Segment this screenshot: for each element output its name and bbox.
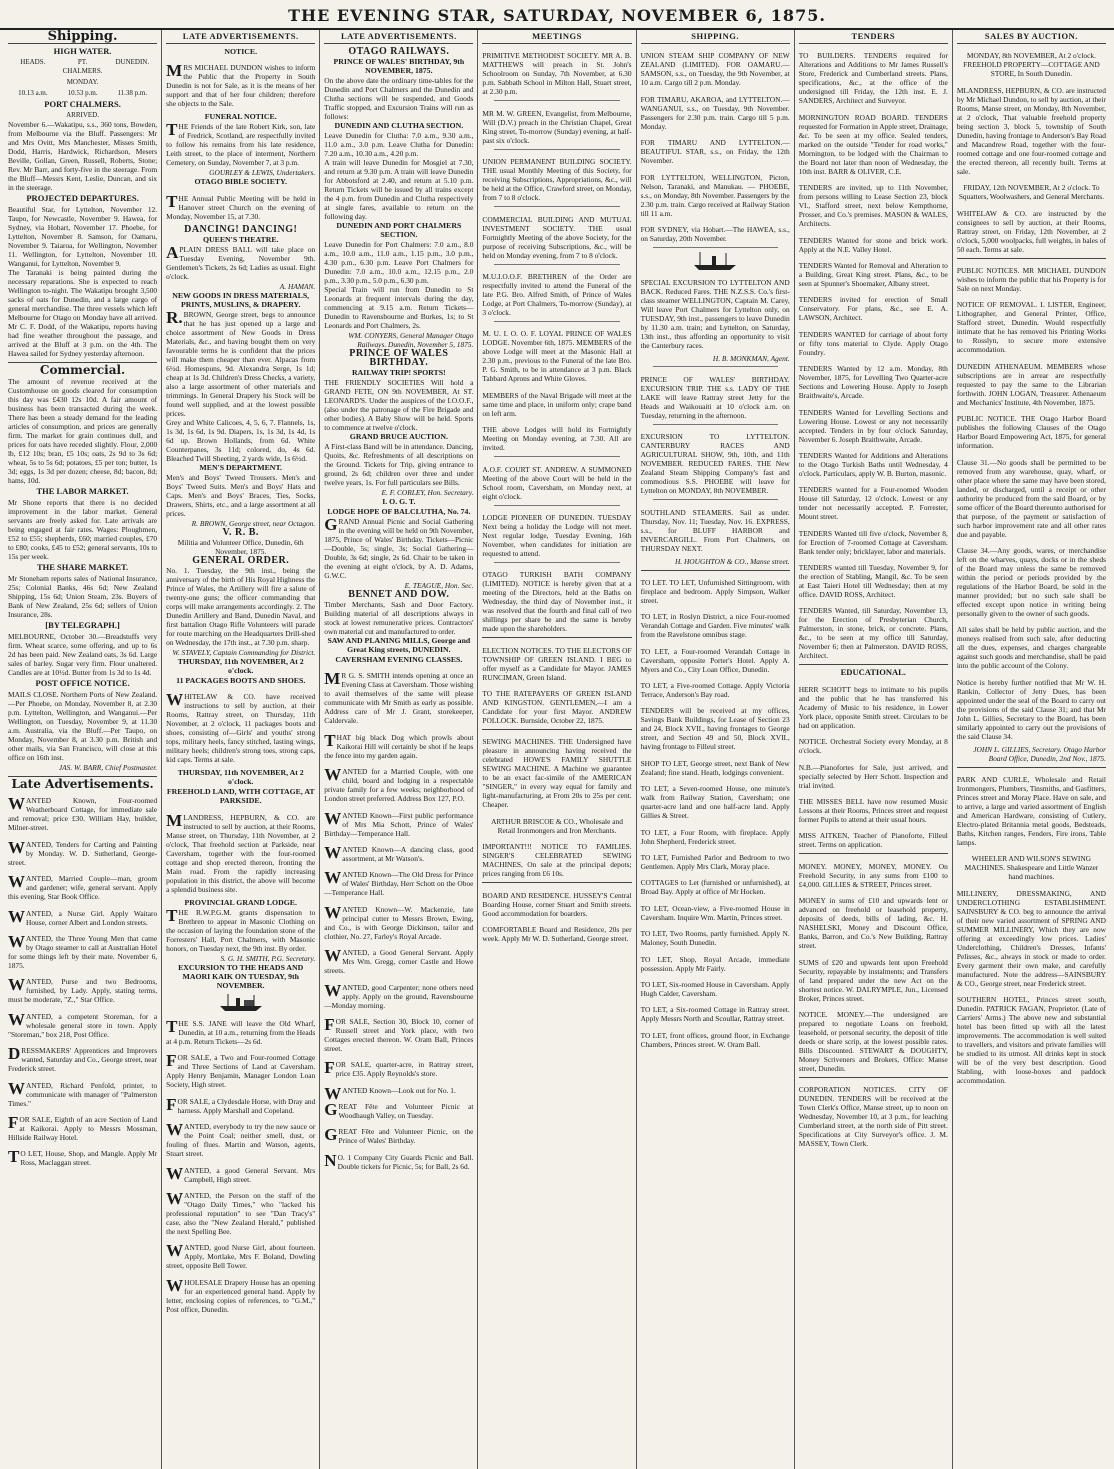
meetings-heading: MEETINGS [482,32,631,44]
thursday-auction-head: THURSDAY, 11th NOVEMBER, At 2 o'clock. [177,656,304,675]
grand-lodge-sign: S. G. H. SMITH, P.G. Secretary. [220,953,316,963]
late-ads-heading: LATE ADVERTISEMENTS. [166,32,315,44]
classified-ad: FOR SALE, Section 30, Block 10, corner of Russell street and York place, with two Cottages erected thereon. W. Oram Ball, Princes street. [324,1014,474,1053]
telegraph-head: [BY TELEGRAPH.] [45,620,120,630]
tender-ad: TENDERS Wanted for Removal and Alteration to a Building, Great King street. Plans, &c., to be seen at Spunner's Shoemaker, Albany street. [798,260,948,288]
steamship-icon [690,251,740,271]
trade-ad: MILLINERY, DRESSMAKING, AND UNDERCLOTHING ESTABLISHMENT. SAINSBURY & CO. beg to announce the arrival of their new varied assortment of SPRING AND SUMMER MILLINERY, Which they are now offering at exceedingly low prices. Ladies' Underclothing, Children's Dresses, Infants' Pelisses, &c., always in stock or made to order. Every garment their own make, and carefully manufactured. Note the address—SAINSBURY & CO., George street, near Frederick street. [956,888,1106,988]
divider [494,149,619,150]
queens-theatre: QUEEN'S THEATRE. [202,234,279,244]
classified-ad: WHOLESALE Drapery House has an opening for an experienced general hand. Apply by letter, enclosing copies of references, to "G.M.," Post office, Dunedin. [166,1275,316,1314]
classified-ad: THAT big black Dog which prowls about Kaikorai Hill will certainly be shot if he leaps the fence into my garden again. [324,730,474,760]
port-chalmers-section-head: DUNEDIN AND PORT CHALMERS SECTION. [336,221,462,239]
grand-lodge-text: THE R.W.P.G.M. grants dispensation to Brethren to appear in Masonic Clothing on the occasion of laying the foundation stone of the Forresters' Hall, Port Chalmers, with Masonic honors, on Tuesday next, the 9th inst. By order. [166,905,316,953]
tender-ad: TENDERS wanted for a Four-roomed Wooden House till Saturday, 12 o'clock. Lowest or any tender not necessarily accepted. P. Forrester, Mount street. [798,485,948,522]
arrived-port-head: PORT CHALMERS. [44,99,121,109]
classified-ad: WANTED for a Married Couple, with one child, board and lodging in a respectable private family for a few weeks; neighborhood of London street preferred. Address Box 127, P.O. [324,765,474,804]
tide-value-ptchalmers: 10.53 p.m. [67,89,98,97]
column-late-ads-1 [162,30,320,1469]
shipping-agent-sign: H. B. MONKMAN, Agent. [712,354,790,364]
shipping-agent-sign: H. HOUGHTON & CO., Manse street. [674,556,790,566]
column-shipping-ads [637,30,795,1469]
otago-railways-head: OTAGO RAILWAYS. [348,46,450,57]
money-ad: NOTICE. MONEY.—The undersigned are prepared to negotiate Loans on freehold, leasehold, or personal security, the deposit of title deeds or share scrip, at the lowest possible rates. Bills Discounted. STEWART & DOUGHTY, Money Scriveners and Brokers, Office: Manse street, Dunedin. [798,1009,948,1073]
mens-department-text: Men's and Boys' Tweed Trousers. Men's and Boys' Tweed Suits. Men's and Boys' Hats and Caps. Men's and Boys' Braces, Ties, Socks, Drawers, Shirts, etc., and a large assortment at all prices. [166,472,316,518]
general-order-sign: W. STAVELY, Captain Commanding for District. [172,647,316,657]
divider [494,562,619,563]
shipping-ad: FOR SYDNEY, via Hobart.—The HAWEA, s.s., on Saturday, 20th November. [640,224,790,243]
classified-ad: WANTED, good Nurse Girl, about fourteen. Apply, Mortlake, Mrs F. Boland, Dowling street, opposite Bell Tower. [166,1241,316,1271]
shipping-ad: PRINCE OF WALES' BIRTHDAY. EXCURSION TRIP. THE s.s. LADY OF THE LAKE will leave Rattray street Jetty for the Heads and Waikouaiti at 10 o'clock a.m. on Tuesday, returning in the afternoon. [640,374,790,420]
prince-birthday-head: PRINCE OF WALES BIRTHDAY. [349,348,449,368]
meeting-ad: MR M. W. GREEN, Evangelist, from Melbourne, Will (D.V.) preach in the Christian Chapel, Great King street, To-morrow (Sunday) evening, at half-past six o'clock. [482,108,632,145]
militia-office: Militia and Volunteer Office, Dunedin, 6th November, 1875. [177,537,304,556]
to-let-ad: TO LET, in Roslyn District, a nice Four-roomed Verandah Cottage and Garden. Five minutes' walk from the Ravelstone omnibus stage. [640,612,790,640]
dress-materials-list: Grey and White Calicoes, 4, 5, 6, 7. Flannels, 1s, 1s 3d, 1s 6d, 1s 9d. Diapers, 1s, 1s 3d, 1s 4d, 1s 6d up. Brown Hollands, from 6d. White Counterpanes, 3s 11d; colored, do, 4s 6d. Bleached Twill Sheeting, 2 yards wide, 1s 6½d. [166,417,316,463]
education-ad: THE MISSES BELL have now resumed Music Lessons at their Rooms, Princes street and request former Pupils to attend at their usual hours. [798,797,948,825]
to-let-ad: TO LET, Furnished Parlor and Bedroom to two Gentlemen. Apply Mrs Clark, Moray place. [640,853,790,872]
tide-value-heads: 10.13 a.m. [18,89,48,97]
boots-shoes-text: WHITELAW & CO. have received instructions to sell by auction, at their Rooms, Rattray street, on Thursday, 11th November, at 2 o'clock, 11 packages boots and shoes, consisting of—Girls' and youths' strong tops, military heels, fancy stitched, lasting wings, military heels; children's strong toes, strong caps, kid caps. Terms at sale. [166,690,316,765]
bible-society-head: OTAGO BIBLE SOCIETY. [194,177,287,187]
freehold-auction-head: THURSDAY, 11th NOVEMBER, At 2 o'clock. [177,768,304,787]
high-water-title: HIGH WATER. [53,46,112,56]
late-ad: TO LET, House, Shop, and Mangle. Apply Mr Ross, Maclaggan street. [8,1147,158,1168]
to-let-ad: TO LET, front offices, ground floor, in Exchange Chambers, Princes street. W. Oram Ball. [640,1030,790,1049]
shipping-ads-heading: SHIPPING. [641,32,790,44]
meeting-ad: M. U. I. O. O. F. LOYAL PRINCE OF WALES LODGE. November 6th, 1875. MEMBERS of the above Lodge will meet at the Masonic Hall at 2.30 p.m., previous to the Funeral of the late Bro. P. G. Smith, to be in attendance at 3 p.m. Black Tabbard Aprons and White Gloves. [482,329,632,384]
iogt-picnic-text: GRAND Annual Picnic and Social Gathering in the evening will be held on 9th November, 1875, Prince of Wales' Birthday. Tickets—Picnic—Double, 5s; single, 3s; Social Gathering—Double, 3s 6d; single, 2s 6d. Chair to be taken in the evening at eight o'clock, by A. D. Adams, G.W.C. [324,515,474,580]
labour-market-head: THE LABOR MARKET. [36,486,129,496]
late-ads-heading: LATE ADVERTISEMENTS. [324,32,473,44]
divider [494,206,619,207]
bruce-auction-text: A First-class Band will be in attendance. Dancing, Quoits, &c. Refreshments of all descriptions on the Ground. Tickets for Trip, giving entrance to ground, 2s 6d; children over three and under twelve years, 1s. For full particulars see Bills. [324,442,474,487]
freehold-parkside-head: FREEHOLD LAND, WITH COTTAGE, AT PARKSIDE. [166,787,315,806]
to-let-ad: TO LET, Shop, Royal Arcade, immediate possession. Apply Mr Fairly. [640,954,790,973]
to-let-ad: SHOP TO LET, George street, next Bank of New Zealand; fine stand. Heath, lodgings convenient. [640,758,790,777]
mens-department-sign: R. BROWN, George street, near Octagon. [191,518,316,528]
late-ad: WANTED, a Nurse Girl. Apply Waitaro House, corner Albert and London streets. [8,906,158,927]
to-let-ad: TO LET, a Seven-roomed House, one minute's walk from Railway Station, Caversham; one quarter-acre land and one half-acre land. Apply Gillies & Street. [640,784,790,821]
classified-ad: WANTED, a Good General Servant. Apply Mrs Wm. Gregg, corner Castle and Howe streets. [324,946,474,976]
excursion-heads-text: THE S.S. JANE will leave the Old Wharf, Dunedin, at 10 a.m., returning from the Heads at 4 p.m. Return Tickets—2s 6d. [166,1016,316,1046]
classified-ad: NO. 1 Company City Guards Picnic and Ball. Double tickets for Picnic, 5s; for Ball, 2s 6d. [324,1150,474,1171]
grand-fete-text: THE FRIENDLY SOCIETIES Will hold a GRAND FETE, ON 9th NOVEMBER, At ST. LEONARD'S. Under the auspices of the I.O.O.F., (also under the patronage of the Fire Brigade and other bodies). A Baby Show will be held. Sports to commence at twelve o'clock. [324,378,474,432]
briscoe-ad: ARTHUR BRISCOE & CO., Wholesale and Retail Ironmongers and Iron Merchants. [491,816,623,835]
column-meetings [478,30,636,1469]
divider [957,258,1106,259]
tender-ad: TENDERS Wanted for Levelling Sections and Lowering House. Lowest or any not necessarily accepted. Tenders in by four o'clock Saturday, November 6. Joseph Braithwaite, Arcade. [798,407,948,444]
trade-ad: WHEELER AND WILSON'S SEWING MACHINES. Shakespeare and Little Wanzer hand machines. [964,854,1099,882]
divider [494,100,619,101]
lodge-hope-head: LODGE HOPE OF BALCLUTHA, No. 74. [327,507,471,516]
corporation-notice: CORPORATION NOTICES. CITY OF DUNEDIN. TENDERS will be received at the Town Clerk's Office, Manse street, up to noon on Wednesday, November 10, at 3 p.m., for leaching Cumberland street, at the north side of Pitt street. Specifications at City Surveyor's office. J. M. MASSEY, Town Clerk. [798,1085,948,1149]
classified-ad: WANTED Known—A dancing class, good assortment, at Mr Watson's. [324,842,474,863]
mens-department-head: MEN'S DEPARTMENT. [199,462,283,472]
late-ad: DRESSMAKERS' Apprentices and Improvers wanted, Saturday and Co., George street, near Frederick street. [8,1044,158,1074]
evening-classes-text: MR G. S. SMITH intends opening at once an Evening Class at Caversham. Those wishing to avail themselves of the same will please communicate with Mr Smith as early as possible. Address care of Mr J. Grant, storekeeper, Caldervale. [324,669,474,726]
divider [799,664,948,665]
tide-values [8,89,157,98]
auction-ad: WHITELAW & CO. are instructed by the consignees to sell by auction, at their Rooms, Rattray street, on Friday, 12th November, at 2 o'clock, 5,000 woolpacks, full weights, in bales of 50 each. Terms at sale. [956,208,1106,254]
late-ad: WANTED Known, Four-roomed Weatherboard Cottage, for immediate sale and removal; price £30. William Hay, builder, Milner-street. [8,794,158,833]
classified-ad: WANTED Known—W. Mackenzie, late principal cutter to Messrs Brown, Ewing, and Co., is with George Dickinson, tailor and clothier, No. 27, Farley's Royal Arcade. [324,902,474,941]
divider [494,264,619,265]
divider [482,637,631,638]
bennet-dow-head: BENNET AND DOW. [348,589,450,600]
board-residence-ad: BOARD AND RESIDENCE. HUSSEY'S Central Boarding House, corner Stuart and Smith streets. Good accommodation for boarders. [482,890,632,918]
tender-ad: TENDERS Wanted for stone and brick work. Apply at the N.E. Valley Hotel. [798,235,948,254]
divider [653,366,778,367]
general-order-head: GENERAL ORDER. [192,554,290,566]
tender-ad: MORNINGTON ROAD BOARD. TENDERS requested for Formation in Apple street, Drainage, &c. To be seen at my office. Sealed tenders, marked on the outside "Tender for road works," Mornington, to be lodged with the Chairman to the Board not later than noon of Wednesday, the 10th inst. BARR & OLIVER, C.E. [798,112,948,176]
money-ad: SUMS of £20 and upwards lent upon Freehold Security, repayable by instalments; and Transfers of land prepared under the new Act on the shortest notice. W. DALRYMPLE, Jun., Licensed Broker, Princes street. [798,957,948,1003]
tender-ad: TENDERS Wanted till five o'clock, November 8, for Erection of 7-roomed Cottage at Caversham. Bank tender only; bricklayer, labor and materials. [798,528,948,556]
auction-ad: FRIDAY, 12th NOVEMBER, At 2 o'clock. To Squatters, Woolwashers, and General Merchants. [958,183,1105,202]
shipping-heading: Shipping. [8,32,157,44]
late-ad: WANTED, Purse and two Bedrooms, furnished, by Lady. Apply, stating terms, must be moderate, "Z.," Star Office. [8,975,158,1005]
divider [494,456,619,457]
shipping-ad: SOUTHLAND STEAMERS. Sail as under. Thursday, Nov. 11; Tuesday, Nov. 16. EXPRESS, s.s., for BLUFF HARBOR and INVERCARGILL. From Port Chalmers, on THURSDAY NEXT. [640,507,790,553]
late-ad: WANTED, Richard Penfold, printer, to communicate with manager of "Palmerston Times." [8,1078,158,1108]
to-let-ad: TO LET, a Four-roomed Verandah Cottage in Caversham, opposite Porter's Hotel. Apply A. Myers and Co., City Loan Office, Dunedin. [640,646,790,674]
to-let-ad: TO LET, Two Rooms, partly furnished. Apply N. Maloney, South Dunedin. [640,929,790,948]
excursion-heads-head: EXCURSION TO THE HEADS AND MAORI KAIK ON TUESDAY, 9th NOVEMBER. [178,962,304,990]
column-shipping [4,30,162,1469]
funeral-notice-head: FUNERAL NOTICE. [204,112,277,122]
education-ad: NOTICE. Orchestral Society every Monday, at 8 o'clock. [798,737,948,756]
meeting-ad: M.U.I.O.O.F. BRETHREN of the Order are respectfully invited to attend the Funeral of the late P.G. Bro. Alfred Smith, of Prince of Wales Lodge, at Port Chalmers, To-morrow (Sunday), at 3 o'clock. [482,271,632,317]
general-order-text: No. 1. Tuesday, the 9th inst., being the anniversary of the birth of His Royal Highness the Prince of Wales, the Artillery will fire a salute of twenty-one guns; the officer commanding that corps will make arrangements accordingly. 2. The Dunedin Artillery and Band, Dunedin Naval, and first battalion Otago Rifle Volunteers will parade for route marching on the Headquarters Drill-shed on Wednesday, the 17th inst., at 7.30 p.m. sharp. [166,565,316,647]
harbor-clause: Clause 34.—Any goods, wares, or merchandise left on the wharves, quays, docks or in the sheds of the Board may unless the same be removed within the period or periods provided by the regulations of the Harbor Board, be sold in the manner provided; but no such sale shall be effected except upon notice in writing being personally given to the owner of such goods. [956,545,1106,618]
clutha-section-head: DUNEDIN AND CLUTHA SECTION. [334,121,464,130]
port-chalmers-times: Leave Dunedin for Port Chalmers: 7.0 a.m., 8.0 a.m., 10.0 a.m., 11.0 a.m., 1.15 p.m., 3.0 p.m., 4.30 p.m., 6.30 p.m. Leave Port Chalmers for Dunedin: 7.0 a.m., 10.0 a.m., 12.15 p.m., 2.0 p.m., 3.30 p.m., 5.0 p.m., 6.30 p.m. [324,240,474,285]
divider [957,767,1106,768]
to-let-ad: COTTAGES to Let (furnished or unfurnished), at Broad Bay. Apply at office of Mr Hocken. [640,878,790,897]
boots-shoes-head: 11 PACKAGES BOOTS AND SHOES. [176,675,306,685]
divider [641,570,790,571]
railways-text-3: Special Train will run from Dunedin to St Leonards at frequent intervals during the day, commencing at 9.15 a.m. Return Tickets—Dunedin to Ravensbourne and Burkes, 1s; to St Leonards and Port Chalmers, 2s. [324,285,474,330]
to-let-ad: TO LET, a Five-roomed Cottage. Apply Victoria Terrace, Anderson's Bay road. [640,681,790,700]
auctions-heading: SALES BY AUCTION. [957,32,1106,44]
education-ad: HERR SCHOTT begs to intimate to his pupils and the public that he has transferred his Academy of Music to his residence, in Lower York place, opposite Smith street. Circulars to be had on application. [798,684,948,730]
iogt-sign: E. TEAGUE, Hon. Sec. [404,581,474,590]
meeting-ad: MEMBERS of the Naval Brigade will meet at the same time and place, in uniform only; crape band on left arm. [482,390,632,418]
money-ad: MONEY. MONEY, MONEY, MONEY. On Freehold Security, in any sums from £100 to £4,000. GILLIES & STREET, Princes street. [798,861,948,889]
classified-ad: WANTED, a good General Servant. Mrs Campbell, High street. [166,1163,316,1184]
notice-head: NOTICE. [224,47,258,56]
freehold-parkside-text: MLANDRESS, HEPBURN, & CO. are instructed to sell by auction, at their Rooms, Manse street, on Thursday, 11th November, at 2 o'clock, That freehold section at Parkside, near Caversham, together with the four-roomed cottage and shop erected thereon, fronting the Main road. From the rapidly increasing population in this district, the above will become a splendid business site. [166,810,316,894]
education-ad: N.B.—Pianofortes for Sale, just arrived, and specially selected by Herr Schott. Inspection and trial invited. [798,762,948,790]
railways-text-2: A train will leave Dunedin for Mosgiel at 7.30, and return at 9.30 p.m. A train will leave Dunedin for Abbotsford at 2.40, and return at 5.10 p.m. Return Tickets will be issued by all trains except the 4 p.m. from Dunedin and Clutha respectively at single fares, available to return on the following day. [324,158,474,221]
tender-ad: TENDERS invited for erection of Small Conservatory. For plans, &c., see E. A. LAWSON, Architect. [798,295,948,323]
meeting-ad: PRIMITIVE METHODIST SOCIETY. MR A. B. MATTHEWS will preach in St. John's Schoolroom on Sunday, 7th November, at 6.30 p.m. Sabbath School in Milton Hall, Stuart street, at 2.30 p.m. [482,51,632,97]
tide-col-heads: HEADS. [20,58,46,66]
classified-ad: GREAT Fête and Volunteer Picnic, on the Prince of Wales' Birthday. [324,1125,474,1146]
tide-col-dunedin: DUNEDIN. [115,58,150,66]
tide-col-ptchalmers: PT. CHALMERS. [62,58,103,75]
grand-lodge-head: PROVINCIAL GRAND LODGE. [184,897,297,907]
educational-heading: EDUCATIONAL. [840,667,906,678]
shipping-ad: EXCURSION TO LYTTELTON. CANTERBURY RACES AND AGRICULTURAL SHOW, 9th, 10th, and 11th NOVEMBER. REDUCED FARES. THE New Zealand Steam Shipping Company's fast and commodious S.S. PHOEBE will leave for Lyttelton on MONDAY, 8th NOVEMBER. [640,432,790,496]
education-ad: MISS AITKEN, Teacher of Pianoforte, Filleul street. Terms on application. [798,831,948,850]
classified-ad: WANTED, the Person on the staff of the "Otago Daily Times," who "lacked his professional reputation" to see "Dan Tracy's" case, also the "New Zealand Herald," published the next Spelling Bee. [166,1188,316,1236]
newspaper-title: THE EVENING STAR, SATURDAY, NOVEMBER 6, 1875. [288,6,826,25]
classified-ad: FOR SALE, a Clydesdale Horse, with Dray and harness. Apply Marshall and Copeland. [166,1094,316,1115]
funeral-notice-text: THE Friends of the late Robert Kirk, son, late of Fredrick, Scotland, are respectfully invited to follow his remains from his late residence, Leith street, to the place of interment, Northern Cemetery, on Sunday, November 7, at 3 p.m. [166,120,316,168]
late-ad: FOR SALE, Eighth of an acre Section of Land at Kaikorai. Apply to Messrs Mossman, Hillside Railway Hotel. [8,1112,158,1142]
railways-sign: WM. CONYERS, General Manager Otago Railways. Dunedin, November 5, 1875. [348,331,474,349]
late-ad: WANTED, the Three Young Men that came by Otago steamer to call at Australian Hotel for some things left by their mate. November 6, 1875. [8,931,158,970]
sewing-machine-ad: SEWING MACHINES. THE Undersigned have pleasure in announcing having received the celebrated HOWE'S FAMILY SHUTTLE SEWING MACHINE. A Machine we guarantee to be an exact fac-simile of the AMERICAN "SINGER," in every way equal for family and light-manufacturing, at From 20s to 25s per cent. Cheaper. [482,737,632,810]
tender-ad: TENDERS wanted till Tuesday, November 9, for the erection of Stabling, Mangil, &c. To be seen at East Taieri Hotel till Wednesday; then at my office. DAVID ROSS, Architect. [798,563,948,600]
divider [494,505,619,506]
late-ad: WANTED, a competent Storeman, for a wholesale general store in town. Apply "Storeman," box 218, Post Office. [8,1009,158,1039]
shipping-ad: FOR LYTTELTON, WELLINGTON, Picton, Nelson, Taranaki, and Manukau. — PHOEBE, s.s., on Monday, 8th November. Passengers by the 2.30 p.m. train. Cargo received at Railway Station till 11 a.m. [640,172,790,218]
commercial-text: The amount of revenue received at the Customhouse on goods cleared for consumption this day was £430 12s 10d. A fair amount of business has been transacted during the week. There has been a steady demand for the leading articles of consumption, and prices are generally firm. The market for grain continues dull, and prices for oats have receded slightly. Flour, 2,000 lb, £12 10s; bran, £5 10s; oats, 2s 9d to 3s 6d; wheat, 5s to 5s 6d; potatoes, £5 per ton; butter, 1s 3d; eggs, 1s 3d per dozen; cheese, 8d; bacon, 8d; hams, 10d. [8,377,158,485]
dancing-head: DANCING! DANCING! [184,223,298,235]
divider [482,882,631,883]
telegraph-text: MELBOURNE, October 30.—Breadstuffs very firm. Wheat scarce, some offering, and up to 6s 2d has been paid. New Zealand oats, 3s 6d. Large sales of barley. Sugar very firm. Flour unaltered. Candles are at 10½d. Butter from 1s 3d to 1s 4d. [8,632,158,677]
to-let-ad: TO LET, Six-roomed House in Caversham. Apply Hugh Calder, Caversham. [640,979,790,998]
railways-text: On the above date the ordinary time-tables for the Dunedin and Port Chalmers and the Dunedin and Clutha sections will be suspended, and Goods Traffic stopped, and Excursion Trains will run as follows: [324,76,474,121]
divider [799,853,948,854]
harbor-clause: Clause 31.—No goods shall be permitted to be removed from any warehouse, quay, wharf, or other place where the same may have been stored, landed, or discharged, until a receipt or other authority be produced from the said Board, or by some officer of the Board thereunto authorised for that purpose, of the payment or satisfaction of such harbor improvement rate and all other rates due and payable. [956,457,1106,539]
auction-ad: MLANDRESS, HEPBURN, & CO. are instructed by Mr Michael Dundon, to sell by auction, at their Rooms, Manse street, on Monday, 8th November, at 2 o'clock, That valuable freehold property being section 3, block 5, township of South Dunedin, having frontage to Anderson's Bay Road and Macandrew Road, together with the four-roomed cottage and one four-roomed cottage and the erected thereon, all recently built. Terms at sale. [956,85,1106,176]
divider [653,247,778,248]
shipping-ad: UNION STEAM SHIP COMPANY OF NEW ZEALAND (LIMITED). FOR OAMARU.—SAMSON, s.s., on Tuesday, the 9th November, at 10 a.m. Cargo till 2 p.m. Monday. [640,51,790,88]
divider [653,424,778,425]
share-market-text: Mr Stoneham reports sales of National Insurance, 25s; Colonial Banks, 46s 6d; New Zealand Shipping, 15s 6d; Union Steam, 23s. Buyers of Bank of New Zealand, 25s 6d; sellers of Union Insurance, 28s. [8,574,158,619]
shipping-ad: SPECIAL EXCURSION TO LYTTELTON AND BACK. Reduced Fares. THE N.Z.S.S. Co.'s first-class steamer WELLINGTON, Captain M. Carey, Will leave Port Chalmers for Lyttelton only, on TUESDAY, 9th inst., passengers to leave Dunedin by 11.30 a.m. train; and Lyttelton, on Saturday, 13th inst., thus affording an opportunity to visit the Canterbury races. [640,278,790,351]
to-let-ad: TENDERS will be received at my offices, Savings Bank Buildings, for Lease of Section 23 and 24, Block XVII., having frontages to George street, and Section 49 and 50, Block XVII., having frontage to Filleul street. [640,706,790,752]
shipping-ad: FOR TIMARU AND LYTTELTON.—BEAUTIFUL STAR, s.s., on Friday, the 12th November. [640,138,790,166]
shipping-ad: FOR TIMARU, AKAROA, and LYTTELTON.—WANGANUI, s.s., on Tuesday, 9th November. Passengers for 2.30 p.m. train. Cargo till 5 p.m. Monday. [640,94,790,131]
share-market-head: THE SHARE MARKET. [36,562,129,572]
singer-ad: IMPORTANT!!! NOTICE TO FAMILIES. SINGER'S CELEBRATED SEWING MACHINES, On sale at the principal depots; prices ranging from £6 10s. [482,842,632,879]
late-ad: WANTED, Married Couple—man, groom and gardener; wife, general servant. Apply this evening, Star Book Office. [8,872,158,902]
classified-ad: FOR SALE, a Two and Four-roomed Cottage and Three Sections of Land at Caversham. Apply Henry Benjamin, Manager London Loan Society, High street. [166,1051,316,1090]
vr-crest: V. R. B. [222,526,259,538]
election-ad: ELECTION NOTICES. TO THE ELECTORS OF TOWNSHIP OF GREEN ISLAND. I BEG to offer myself as a Candidate for Mayor. JAMES RUNCIMAN, Green Island. [482,645,632,682]
tender-ad: TO BUILDERS. TENDERS required for Alterations and Additions to Mr James Russell's Store, Frederick and Cumberland streets. Plans, specifications, &c., at the office of the undersigned till Friday, the 12th inst. E. J. SANDERS, Architect and Surveyor. [798,51,948,106]
classified-ad: WANTED Known—First public performance of Mrs Mia Schott, Prince of Wales' Birthday—Temperance Hall. [324,808,474,838]
column-auctions [953,30,1110,1469]
classified-ad: GREAT Fête and Volunteer Picnic at Woodhaugh Valley, on Tuesday. [324,1100,474,1121]
fete-sign: E. F. CORLEY, Hon. Secretary. [381,488,474,497]
board-residence-ad: COMFORTABLE Board and Residence, 20s per week. Apply Mr W. D. Sutherland, George street. [482,925,632,944]
commercial-heading: Commercial. [39,363,126,377]
divider [653,499,778,500]
projected-departures-head: PROJECTED DEPARTURES. [26,193,139,203]
funeral-sign: GOURLEY & LEWIS, Undertakers. [209,168,316,178]
labour-market-text: Mr Shone reports that there is no decided improvement in the labor market. General servants are freely asked for. Late arrivals are being engaged at fair rates. Wages: Ploughmen, £52 to £55; shepherds, £60; married couples, £70 to £80; cooks, £45 to £52; general servants, 10s to 15s per week. [8,498,158,561]
harbor-clause: Notice is hereby further notified that Mr W. H. Rankin, Collector of Jetty Dues, has been appointed under the seal of the Board to carry out the provisions of the said Clause 31; and that Mr John L. Gillies, Secretary to the Board, has been similarly appointed to carry out the provisions of the said Clause 34. [956,677,1106,741]
dress-materials-text: R.BROWN, George street, begs to announce that he has just opened up a large and choice assortment of New Goods in Dress Materials, &c., and having bought them on very favourable terms he is confident that the prices will make them cheaper than ever. Alpacas from 6½d. Homespuns, 9d. Alexandra Serge, 1s 1d; cheap at 1s 3d. Children's Dress Checks, a variety, also a large assortment of other materials and trimmings. In General Drapery his Stock will be found well supplied, and at the lowest possible prices. [166,307,316,418]
tide-table [8,58,157,76]
public-notice: NOTICE OF REMOVAL. L LISTER, Engineer, Lithographer, and General Printer, Office, Stafford street, Dunedin. Would respectfully intimate that he has removed his Printing Works to Rosslyn, to secure more extensive accommodation. [956,300,1106,355]
tenders-heading: TENDERS [799,32,948,44]
clutha-times: Leave Dunedin for Clutha: 7.0 a.m., 9.30 a.m., 11.0 a.m., 3.0 p.m. Leave Clutha for Dunedin: 7.20 a.m., 10.30 a.m., 4.20 p.m. [324,131,474,158]
evening-classes-head: CAVERSHAM EVENING CLASSES. [335,655,463,664]
projected-departures-text: Beautiful Star, for Lyttelton, November 12. Taupo, for Newcastle, November 9. Hawea, for Sydney, via Hobart, November 17. Phoebe, for Lyttelton, November 8. Samson, for Oamaru, November 9. Taiaroa, for Wellington, November 11. Wellington, for Lyttelton, November 10. Wanganui, for Lyttelton, November 9. [8,205,158,268]
meeting-ad: UNION PERMANENT BUILDING SOCIETY. THE usual Monthly Meeting of this Society, for receiving Subscriptions, Appropriations, &c., will be held at the Office, Crawford street, on Monday, from 7 to 8 o'clock. [482,157,632,203]
tender-ad: TENDERS WANTED for carriage of about forty or fifty tons material to Clyde. Apply Otago Foundry. [798,329,948,357]
column-late-ads-2 [320,30,478,1469]
bible-society-text: THE Annual Public Meeting will be held in Hanover street Church on the evening of Monday, November 15, at 7.30. [166,191,316,221]
divider [482,729,631,730]
iogt-head: I. O. G. T. [382,497,416,506]
election-ad: TO THE RATEPAYERS OF GREEN ISLAND AND KINGSTON. GENTLEMEN,—I am a Candidate for your first Mayor. ANDREW POLLOCK. Burnside, October 22, 1875. [482,689,632,726]
tender-ad: TENDERS Wanted, till Saturday, November 13, for the Erection of Presbyterian Church, Palmerston, in stone, brick, or concrete. Plans, &c., to be seen at my office till Saturday, November 6; then at Palmerston. DAVID ROSS, Architect. [798,606,948,661]
classified-ad: WANTED Known—The Old Dress for Prince of Wales' Birthday, Herr Schott on the Oboe—Temperance Hall. [324,868,474,898]
tender-ad: TENDERS are invited, up to 11th November, from persons willing to Lease Section 23, block VI., Stafford street, next below Kempthorne, Prosser, and Co.'s premises. MASON & WALES, Architects. [798,183,948,229]
harbor-clause: All sales shall be held by public auction, and the moneys realised from such sale, after deducting all the dues, expenses, and charges chargeable against such goods and merchandise, shall be paid into the public account of the Colony. [956,625,1106,671]
railway-trip-sports: RAILWAY TRIP! SPORTS! [352,368,446,377]
public-notice: PUBLIC NOTICES. MR MICHAEL DUNDON wishes to inform the public that his Property is for Sale on next Monday. [956,265,1106,293]
money-ad: MONEY in sums of £10 and upwards lent or advanced on freehold or leasehold property, deposits of deeds, bills of lading, &c. H. NASHELSKI, Money and Discount Office, Banks, Barron, and Co.'s New Building, Rattray street. [798,896,948,951]
meeting-ad: A.O.F. COURT ST. ANDREW. A SUMMONED Meeting of the above Court will be held in the School room, Caversham, on Monday next, at eight o'clock. [482,464,632,501]
newspaper-columns [0,30,1114,1469]
public-notice: DUNEDIN ATHENAEUM. MEMBERS whose subscriptions are in arrear are respectfully requested to pay the same to the Librarian forthwith. JOHN LOGAN, Treasurer. Athenaeum and Mechanics' Institute, 4th November, 1875. [956,361,1106,407]
bennet-dow-text: Timber Merchants, Sash and Door Factory. Building material of all descriptions always in stock at lowest remunerative prices. Contractors' own material cut and manufactured to order. [324,600,474,636]
dress-materials-head: NEW GOODS IN DRESS MATERIALS, PRINTS, MUSLINS, & DRAPERY. [172,290,310,309]
divider [799,1077,948,1078]
saw-mills-head: SAW AND PLANING MILLS, George and Great King streets, DUNEDIN. [327,636,471,654]
to-let-ad: TO LET, a Six-roomed Cottage in Rattray street. Apply Messrs North and Scoullar, Rattray street. [640,1005,790,1024]
dundon-notice: MRS MICHAEL DUNDON wishes to inform the Public that the Property in South Dunedin is not for Sale, as it is the means of her support and that of her four children; therefore she objects to the Sale. [166,61,316,109]
meeting-ad: LODGE PIONEER OF DUNEDIN. TUESDAY Next being a holiday the Lodge will not meet. Next regular lodge, Tuesday Evening, 16th November, when candidates for initiation are requested to attend. [482,512,632,558]
post-office-text: MAILS CLOSE. Northern Ports of New Zealand.—Per Phoebe, on Monday, November 8, at 2.30 p.m. Lyttelton, Wellington, and Wanganui.—Per Wellington, on Tuesday, November 9, at 11.30 a.m. Australia, via the Bluff.—Per Taupo, on Monday, November 8, at 3.30 p.m. British and other mails, via San Francisco, will close at this office on 16th inst. [8,690,158,762]
late-ad: WANTED, Tenders for Carting and Painting by Monday. W. D. Sutherland, George-street. [8,837,158,867]
dancing-sign: A. HAMAN. [279,281,316,291]
trade-ad: PARK AND CURLE, Wholesale and Retail Ironmongers, Plumbers, Tinsmiths, and Gasfitters, Princes street and Moray Place. Have on sale, and to arrive, a large and varied assortment of English and American Hardware, consisting of Cutlery, Electro-plated Britannia metal goods, Bedsteads, Baths, Kitchen ranges, Fenders, Fire irons, Table lamps. [956,775,1106,848]
auction-ad: MONDAY, 8th NOVEMBER, At 2 o'clock. FREEHOLD PROPERTY—COTTAGE AND STORE, In South Dunedin. [963,51,1100,79]
meeting-ad: OTAGO TURKISH BATH COMPANY (LIMITED). NOTICE is hereby given that at a meeting of the Directors, held at the Baths on Wednesday, the third day of November inst., it was resolved that the fourth and final call of two shillings per share be and the same is hereby made upon the shareholders. [482,570,632,634]
column-tenders [795,30,953,1469]
harbor-sign: JOHN L. GILLIES, Secretary. Otago Harbor Board Office, Dunedin, 2nd Nov., 1875. [973,744,1106,763]
arrived-text: November 6.—Wakatipu, s.s., 360 tons, Bowden, from Melbourne via the Bluff. Passengers: Mr and Mrs Ovitt, Mrs Manchester, Misses Smith, Dodd, Harris, Hardwick, Richardson, Mesers Beville, Gollan, Green, Russell, Roberts, Stone; Rev. Mr Barr, and forty-five in the steerage. From the Bluff—Messrs Kent, Leslie, Duncan, and six in the steerage. [8,120,158,192]
arrived-sub: ARRIVED. [66,111,99,119]
divider [494,321,619,322]
post-office-head: POST OFFICE NOTICE. [35,678,130,688]
classified-ad: WANTED Known—Look out for No. 1. [324,1083,456,1103]
late-ads-heading: Late Advertisements. [11,777,154,791]
dancing-text: APLAIN DRESS BALL will take place on Tuesday Evening, November 9th. Gentlemen's Tickets, 2s 6d; Ladies as usual. Eight o'clock. [166,242,316,281]
meeting-ad: COMMERCIAL BUILDING AND MUTUAL INVESTMENT SOCIETY. THE usual Fortnightly Meeting of the above Society, for the purpose of receiving Subscriptions, &c., will be held on Monday evening, from 7 to 8 o'clock. [482,214,632,260]
meeting-ad: THE above Lodges will hold its Fortnightly Meeting on Monday evening, at 7.30. All are invited. [482,425,632,453]
hotel-ad: SOUTHERN HOTEL, Princes street south, Dunedin. PATRICK FAGAN, Proprietor. (Late of Carriers' Arms.) The above new and substantial hotel has been fitted up with all the latest improvements. The accommodation is well suited to travellers, and visitors and private families will be studied to its utmost. All drinks kept in stock will be of the very best description. Good Stabling, with loose-boxes and paddock accommodation. [956,995,1106,1086]
tender-ad: TENDERS Wanted for Additions and Alterations to the Otago Turkish Baths until Wednesday, 4 o'clock. Particulars, apply W. B. Burton, masonic. [798,450,948,478]
tide-day: MONDAY. [66,78,99,86]
steamship-icon [216,992,266,1012]
public-notice: PUBLIC NOTICE. THE Otago Harbor Board publishes the following Clauses of the Otago Harbor Board Empowering Act, 1875, for general information. [956,414,1106,451]
post-office-sign: JAS. W. BARR, Chief Postmaster. [58,763,158,772]
classified-ad: FOR SALE, quarter-acre, in Rattray street, price £35. Apply Reynolds's store. [324,1058,474,1079]
masthead [0,0,1114,30]
classified-ad: WANTED, everybody to try the new sauce or the Point Coal; neither smell, dust, or fouling of flues. Martin and Watson, agents, Stuart street. [166,1120,316,1159]
classified-ad: WANTED, good Carpenter; none others need apply. Apply on the ground, Ravensbourne—Monday morning. [324,980,474,1010]
to-let-ad: TO LET, Ocean-view, a Five-roomed House in Caversham. Inquire Wm. Martin, Princes street. [640,903,790,922]
tender-ad: TENDERS Wanted by 12 a.m. Monday, 8th November, 1875, for Levelling Two Quarter-acre Sections and Lowering House. Apply to Joseph Braithwaite's, Arcade. [798,364,948,401]
railways-birthday-head: PRINCE OF WALES' BIRTHDAY, 9th NOVEMBER, 1875. [333,57,465,75]
bruce-auction-head: GRAND BRUCE AUCTION. [349,432,448,441]
shipping-news-text: The Taranaki is being painted during the necessary reparations. She is expected to reach Wellington to-night. The Wakatipu brought 3,500 sacks of oats for Dunedin, and a large cargo of general merchandise. The three vessels which left Melbourne for Otago on Monday have all arrived. Mr C. F. Dodd, of the Wakatipu, reports having had fine weather throughout the passage, and arrived at the Bluff at 3 p.m. on the 4th. The Hawea sailed for Sydney yesterday afternoon. [8,268,158,358]
to-let-ad: TO LET, a Four Room, with fireplace. Apply John Shepherd, Frederick street. [640,827,790,846]
tide-value-dunedin: 11.38 p.m. [117,89,148,97]
to-let-ad: TO LET. TO LET, Unfurnished Sittingroom, with fireplace and bedroom. Apply Simpson, Walker street. [640,577,790,605]
